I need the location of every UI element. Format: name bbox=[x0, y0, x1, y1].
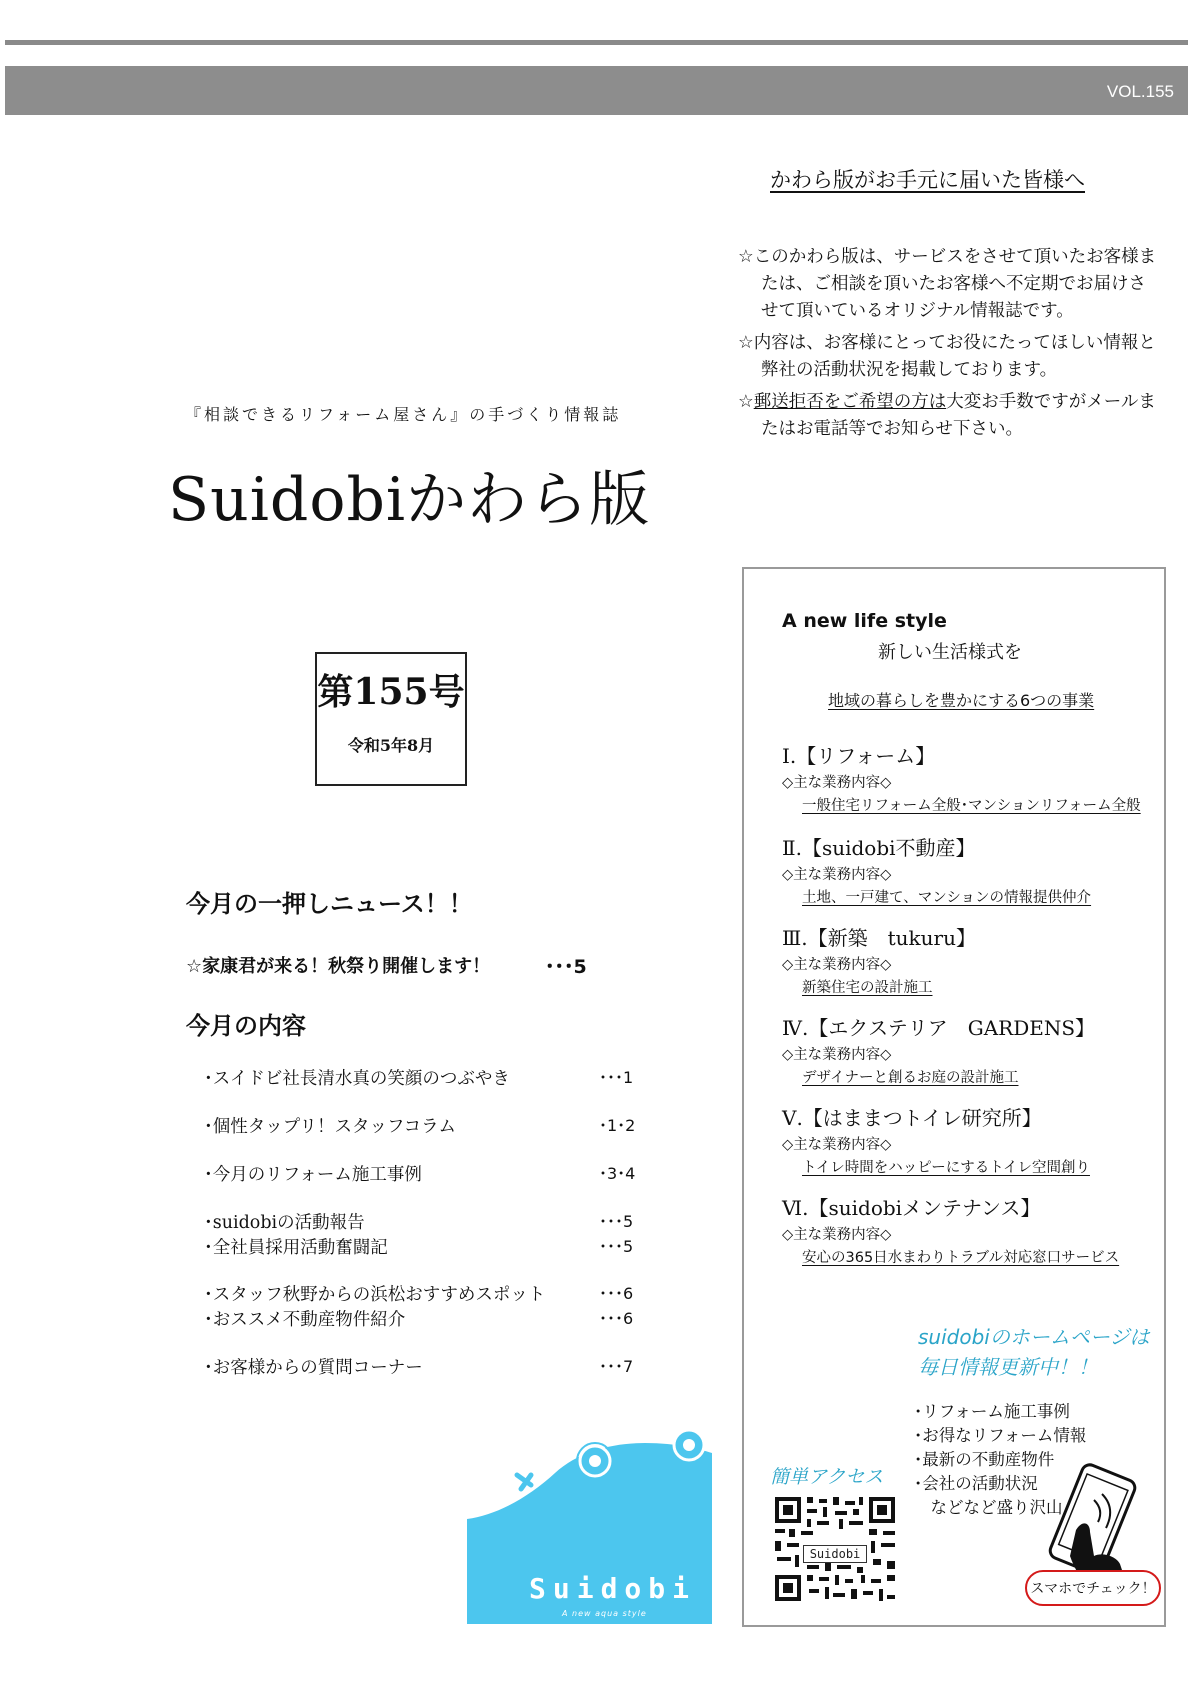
toc-title: ･今月のリフォーム施工事例 bbox=[204, 1165, 422, 1185]
toc-item bbox=[204, 1306, 644, 1331]
toc-page: ･･･5 bbox=[599, 1237, 634, 1256]
toc-group-5 bbox=[204, 1281, 644, 1331]
business-desc: 土地、一戸建て、マンションの情報提供仲介 bbox=[802, 890, 1092, 906]
toc-item bbox=[204, 1234, 644, 1259]
toc-title: ･個性タップリ！スタッフコラム bbox=[204, 1117, 456, 1137]
business-desc: 安心の365日水まわりトラブル対応窓口サービス bbox=[802, 1250, 1120, 1266]
business-desc: デザイナーと創るお庭の設計施工 bbox=[802, 1070, 1019, 1086]
toc-page: ･1･2 bbox=[599, 1116, 636, 1135]
business-title: Ⅲ.【新築 tukuru】 bbox=[782, 926, 977, 950]
business-title: Ⅳ.【エクステリア GARDENS】 bbox=[782, 1016, 1096, 1040]
toc-title: ･suidobiの活動報告 bbox=[204, 1213, 365, 1233]
masthead-title: Suidobiかわら版 bbox=[168, 465, 651, 535]
feature-item: などなど盛り沢山 bbox=[914, 1498, 1063, 1517]
toc-page: ･･･5 bbox=[599, 1212, 634, 1231]
toc-title: ･おススメ不動産物件紹介 bbox=[204, 1310, 406, 1330]
volume-label: VOL.155 bbox=[1106, 82, 1174, 101]
panel-japanese-title: 新しい生活様式を bbox=[878, 642, 1022, 663]
business-item-2 bbox=[782, 832, 1162, 907]
news-page: ･･･5 bbox=[545, 956, 587, 978]
toc-item bbox=[204, 1065, 644, 1090]
toc-group-6 bbox=[204, 1354, 644, 1379]
toc-title: ･スタッフ秋野からの浜松おすすめスポット bbox=[204, 1285, 546, 1305]
logo-name: Suidobi bbox=[529, 1572, 697, 1605]
toc-item bbox=[204, 1161, 644, 1186]
business-desc: トイレ時間をハッピーにするトイレ空間創り bbox=[802, 1160, 1090, 1176]
homepage-note bbox=[918, 1322, 1149, 1382]
business-label: ◇主な業務内容◇ bbox=[782, 1137, 892, 1153]
toc-item bbox=[204, 1209, 644, 1234]
header-bar bbox=[5, 66, 1188, 115]
toc-title: ･スイドビ社長清水真の笑顔のつぶやき bbox=[204, 1069, 510, 1089]
homepage-line-1: suidobiのホームページは bbox=[918, 1325, 1150, 1349]
toc-page: ･･･1 bbox=[599, 1068, 634, 1087]
notice-underlined: 郵送拒否をご希望の方は bbox=[753, 392, 947, 412]
business-item-3 bbox=[782, 922, 1162, 997]
notice-paragraph-3 bbox=[738, 389, 1158, 443]
notice-paragraph-1: ☆このかわら版は、サービスをさせて頂いたお客様または、ご相談を頂いたお客様へ不定期でお届けさせて頂いているオリジナル情報誌です。 bbox=[738, 247, 1157, 321]
business-title: Ⅰ.【リフォーム】 bbox=[782, 744, 936, 768]
feature-item: ･最新の不動産物件 bbox=[914, 1450, 1055, 1469]
notice-paragraph-2: ☆内容は、お客様にとってお役にたってほしい情報と弊社の活動状況を掲載しております。 bbox=[738, 333, 1156, 380]
toc-group-3 bbox=[204, 1161, 644, 1186]
business-desc: 新築住宅の設計施工 bbox=[802, 980, 933, 996]
toc-group-4 bbox=[204, 1209, 644, 1259]
toc-heading: 今月の内容 bbox=[186, 1012, 306, 1040]
business-title: Ⅱ.【suidobi不動産】 bbox=[782, 836, 976, 860]
business-item-6 bbox=[782, 1192, 1162, 1267]
business-label: ◇主な業務内容◇ bbox=[782, 775, 892, 791]
feature-item: ･お得なリフォーム情報 bbox=[914, 1426, 1087, 1445]
toc-group-1 bbox=[204, 1065, 644, 1090]
business-desc: 一般住宅リフォーム全般･マンションリフォーム全般 bbox=[802, 798, 1141, 814]
business-item-1 bbox=[782, 740, 1162, 815]
toc-group-2 bbox=[204, 1113, 644, 1138]
news-item: ☆家康君が来る！秋祭り開催します！ bbox=[186, 956, 491, 977]
business-title: Ⅴ.【はままつトイレ研究所】 bbox=[782, 1106, 1042, 1130]
toc-page: ･3･4 bbox=[599, 1164, 636, 1183]
notice-rest: 大変お手数ですがメールまたはお電話等でお知らせ下さい。 bbox=[761, 392, 1156, 439]
toc-item bbox=[204, 1281, 644, 1306]
feature-item: ･会社の活動状況 bbox=[914, 1474, 1038, 1493]
issue-date: 令和5年8月 bbox=[347, 736, 435, 755]
star-mark: ☆ bbox=[738, 392, 754, 412]
toc-title: ･お客様からの質問コーナー bbox=[204, 1358, 423, 1378]
toc-title: ･全社員採用活動奮闘記 bbox=[204, 1238, 388, 1258]
business-item-4 bbox=[782, 1012, 1162, 1087]
toc-item bbox=[204, 1113, 644, 1138]
business-label: ◇主な業務内容◇ bbox=[782, 957, 892, 973]
toc-item bbox=[204, 1354, 644, 1379]
business-title: Ⅵ.【suidobiメンテナンス】 bbox=[782, 1196, 1041, 1220]
logo-subtitle: A new aqua style bbox=[562, 1609, 647, 1618]
toc-page: ･･･7 bbox=[599, 1357, 634, 1376]
panel-subtitle: 地域の暮らしを豊かにする6つの事業 bbox=[828, 691, 1095, 710]
masthead-tagline: 『相談できるリフォーム屋さん』の手づくり情報誌 bbox=[185, 405, 622, 424]
suidobi-logo bbox=[467, 1427, 712, 1624]
panel-english-title: A new life style bbox=[782, 610, 947, 632]
qr-label: Suidobi bbox=[803, 1545, 867, 1563]
business-label: ◇主な業務内容◇ bbox=[782, 1227, 892, 1243]
check-on-smartphone-badge: スマホでチェック！ bbox=[1025, 1570, 1161, 1606]
qr-code[interactable] bbox=[773, 1495, 897, 1603]
issue-box bbox=[315, 652, 467, 786]
notice-title: かわら版がお手元に届いた皆様へ bbox=[770, 168, 1085, 192]
news-heading: 今月の一押しニュース！！ bbox=[186, 890, 473, 918]
feature-item: ･リフォーム施工事例 bbox=[914, 1402, 1070, 1421]
notice-text bbox=[738, 244, 1158, 448]
toc-page: ･･･6 bbox=[599, 1309, 634, 1328]
business-label: ◇主な業務内容◇ bbox=[782, 867, 892, 883]
toc-page: ･･･6 bbox=[599, 1284, 634, 1303]
homepage-line-2: 毎日情報更新中！！ bbox=[918, 1355, 1098, 1379]
easy-access-label: 簡単アクセス bbox=[770, 1466, 884, 1488]
business-item-5 bbox=[782, 1102, 1162, 1177]
issue-number: 第155号 bbox=[317, 671, 465, 713]
business-label: ◇主な業務内容◇ bbox=[782, 1047, 892, 1063]
top-rule bbox=[5, 40, 1188, 45]
